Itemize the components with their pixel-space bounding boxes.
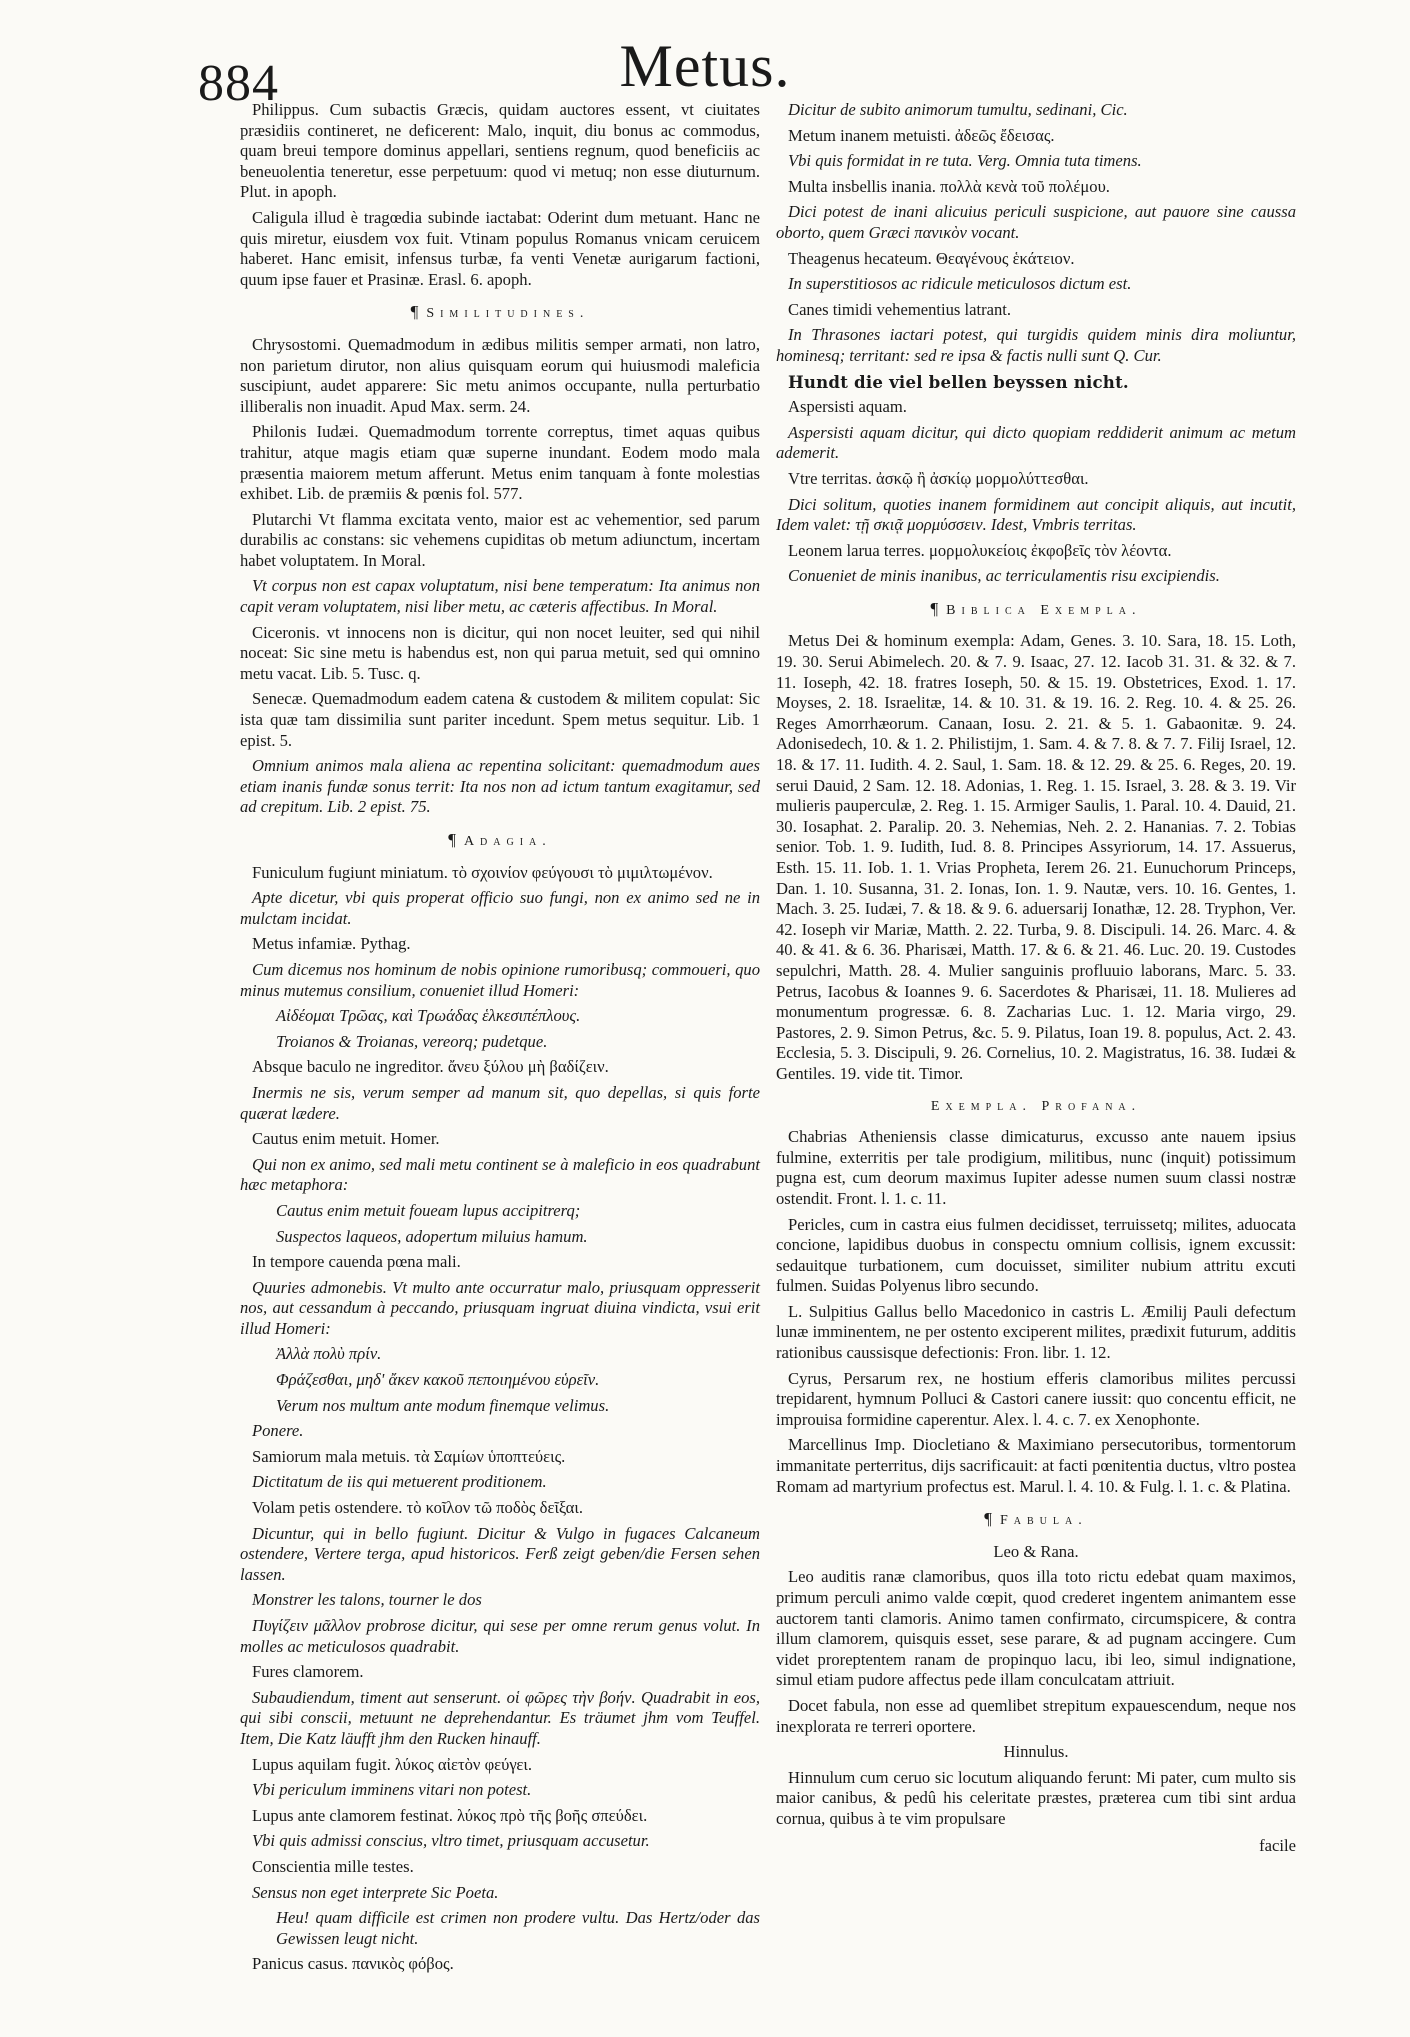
entry: Dicuntur, qui in bello fugiunt. Dicitur & Vulgo in fugaces Calcaneum ostendere, Vertere terga, apud historicos. Ferß zeigt geben/die Fersen sehen lassen.: [240, 1523, 760, 1584]
entry: Dici potest de inani alicuius periculi suspicione, aut pauore sine caussa oborto, quem Græci πανικὸν vocant.: [776, 202, 1296, 242]
section-title: Similitudines.: [426, 306, 590, 322]
entry: Αἰδέομαι Τρῶας, καὶ Τρωάδας ἑλκεσιπέπλους.: [276, 1006, 581, 1026]
paragraph: Chrysostomi. Quemadmodum in ædibus militis semper armati, non latro, non parietum dirutor, non alius quisquam eorum qui huiusmodi maleficia suscipiunt, audet apparere: Sic metu animos occupante, nulla perturbatio illiberalis non inuadit. Apud Max. serm. 24.: [240, 334, 760, 416]
right-intro: [776, 100, 1296, 587]
paragraph: Philonis Iudæi. Quemadmodum torrente correptus, timet aquas quibus trahitur, atque magis etiam quæ superne inundant. Eodem modo mala præsentia maiorem metum afferunt. Metus enim tanquam à fonte molestias exhibet. Lib. de præmiis & pœnis fol. 577.: [240, 422, 760, 504]
right-column: [776, 100, 1296, 1861]
paragraph: Philippus. Cum subactis Græcis, quidam auctores essent, vt ciuitates præsidiis contineret, ne deficerent: Malo, inquit, diu bonus ac commodus, quam breui tempore dominus appellari, sentiens regnum, quod beneficiis ac beneuolentia teneretur, esse perpetuum: quod vi metuq; non esse diuturnum. Plut. in apoph.: [240, 100, 760, 202]
left-column: [240, 100, 760, 1980]
paragraph: Omnium animos mala aliena ac repentina solicitant: quemadmodum aues etiam inanis fundæ sonus territ: Ita nos non ad ictum tantum exagitamur, sed ad crepitum. Lib. 2 epist. 75.: [240, 756, 760, 817]
pilcrow-icon: ¶: [448, 830, 456, 849]
entry: Canes timidi vehementius latrant.: [788, 299, 1012, 319]
entry: Vbi quis formidat in re tuta. Verg. Omnia tuta timens.: [788, 151, 1142, 171]
entry: Monstrer les talons, tourner le dos: [252, 1590, 482, 1610]
entry: Lupus aquilam fugit. λύκος αἰετὸν φεύγει.: [252, 1754, 532, 1774]
entry: Leonem larua terres. μορμολυκείοις ἐκφοβεῖς τὸν λέοντα.: [788, 540, 1172, 560]
entry: Multa insbellis inania. πολλὰ κενὰ τοῦ πολέμου.: [788, 176, 1110, 196]
entry: Verum nos multum ante modum finemque velimus.: [276, 1395, 610, 1415]
entry: Dicitur de subito animorum tumultu, sedinani, Cic.: [788, 100, 1128, 119]
section-heading-profana: [776, 1097, 1296, 1118]
section-heading-similitudines: [240, 302, 760, 325]
entry: Panicus casus. πανικὸς φόβος.: [252, 1954, 454, 1974]
paragraph: Caligula illud è tragœdia subinde iactabat: Oderint dum metuant. Hanc ne quis miretur, eiusdem vox fuit. Vtinam populus Romanus vnicam ceruicem haberet. Hanc emisit, infensus turbæ, fa venti Venetæ aurigarum factioni, quum ipse fauer et Prasinæ. Erasl. 6. apoph.: [240, 207, 760, 289]
pilcrow-icon: ¶: [410, 302, 419, 322]
entry: Apte dicetur, vbi quis properat officio suo fungi, non ex animo sed ne in mulctam incidat.: [240, 888, 760, 928]
paragraph: Chabrias Atheniensis classe dimicaturus, excusso ante nauem ipsius fulmine, exterritis per tale prodigium, militibus, nunc (inquit) potissimum pugna est, cum deorum maximus Iupiter adesse numen suum classi nostræ ostendit. Front. l. 1. c. 11.: [776, 1127, 1296, 1208]
entry: Sensus non eget interprete Sic Poeta.: [252, 1882, 499, 1902]
section-title: Adagia.: [463, 834, 552, 849]
page-number: 884: [198, 55, 279, 112]
entry: Aspersisti aquam dicitur, qui dicto quopiam reddiderit animum ac metum ademerit.: [776, 422, 1296, 463]
paragraph: Hinnulum cum ceruo sic locutum aliquando ferunt: Mi pater, cum multo sis maior canibus, & pedû his celeritate præstes, præterea cum tibi sint ardua cornua, quibus à te vim propulsare: [776, 1767, 1296, 1828]
paragraph: Vt corpus non est capax voluptatum, nisi bene temperatum: Ita animus non capit veram voluptatem, nisi liber metu, ac cæteris affectibus. In Moral.: [240, 576, 760, 617]
entry: Troianos & Troianas, vereorq; pudetque.: [276, 1031, 548, 1051]
paragraph: Senecæ. Quemadmodum eadem catena & custodem & militem copulat: Sic ista quæ tam dissimilia sunt pariter incedunt. Spem metus sequitur. Lib. 1 epist. 5.: [240, 689, 760, 750]
entry: Subaudiendum, timent aut senserunt. οἱ φῶρες τὴν βοήν. Quadrabit in eos, qui sibi conscii, metuunt ne deprehendantur. Es träumet jhm vom Teuffel. Item, Die Katz läufft jhm den Rucken hinauff.: [240, 1687, 760, 1748]
entry: In superstitiosos ac ridicule meticulosos dictum est.: [788, 274, 1132, 294]
entry: Dictitatum de iis qui metuerent proditionem.: [252, 1472, 547, 1492]
entry: Samiorum mala metuis. τὰ Σαμίων ὑποπτεύεις.: [252, 1446, 566, 1466]
paragraph: Marcellinus Imp. Diocletiano & Maximiano persecutoribus, tormentorum immanitate perterritus, dijs sacrificauit: at facti pœnitentia ductus, vltro postea Romam ad martyrium profectus est. Marul. l. 4. 10. & Fulg. l. 1. c. & Platina.: [776, 1435, 1296, 1496]
fable-title: Hinnulus.: [1003, 1742, 1069, 1762]
entry: Vbi periculum imminens vitari non potest.: [252, 1780, 532, 1800]
entry: Conscientia mille testes.: [252, 1856, 414, 1876]
section-heading-adagia: [240, 830, 760, 853]
entry: In tempore cauenda pœna mali.: [252, 1252, 461, 1272]
running-head: Metus.: [619, 33, 791, 99]
entry: Conueniet de minis inanibus, ac terriculamentis risu excipiendis.: [788, 566, 1220, 586]
entry: Ponere.: [252, 1421, 304, 1441]
entry: Φράζεσθαι, μηδ' ἄκεν κακοῦ πεποιημένου εὑρεῖν.: [276, 1370, 600, 1390]
entry: Πυγίζειν μᾶλλον probrose dicitur, qui sese per omne rerum genus volut. In molles ac meticulosos quadrabit.: [240, 1616, 760, 1656]
pilcrow-icon: ¶: [930, 598, 939, 618]
entry: Fures clamorem.: [252, 1662, 364, 1682]
entry: Cum dicemus nos hominum de nobis opinione rumoribusq; commoueri, quo minus mutemus consilium, conueniet illud Homeri:: [240, 959, 760, 1000]
entry: Cautus enim metuit. Homer.: [252, 1129, 440, 1149]
entry: In Thrasones iactari potest, qui turgidis quidem minis dira moliuntur, hominesq; territant: sed re ipsa & factis nulli sunt Q. Cur.: [776, 325, 1296, 365]
section-heading-biblica: [776, 599, 1296, 622]
paragraph: Cyrus, Persarum rex, ne hostium efferis clamoribus milites percussi trepidarent, hymnum Polluci & Castori canere iussit: quo concentu efficit, ne improuisa formidine caperentur. Alex. l. 4. c. 7. ex Xenophonte.: [776, 1368, 1296, 1429]
profana-list: [776, 1127, 1296, 1497]
left-intro: [240, 100, 760, 290]
entry: Metus infamiæ. Pythag.: [252, 934, 411, 954]
catchword: facile: [1259, 1835, 1296, 1855]
entry: Metum inanem metuisti. ἀδεῶς ἔδεισας.: [788, 125, 1055, 145]
paragraph: Pericles, cum in castra eius fulmen decidisset, terruissetq; milites, aduocata concione, lapidibus duobus in conspectu omnium collisis, ignem excussit: sedauitque turbationem, cum docuisset, similiter nubium attritu excuti fulmen. Suidas Polyenus libro secundo.: [776, 1214, 1296, 1296]
entry: Absque baculo ne ingreditor. ἄνευ ξύλου μὴ βαδίζειν.: [252, 1057, 609, 1077]
entry: Dici solitum, quoties inanem formidinem aut concipit aliquis, aut incutit, Idem valet: τῇ σκιᾷ μορμύσσειν. Idest, Vmbris territas.: [776, 494, 1296, 535]
fable-title: Leo & Rana.: [993, 1541, 1079, 1561]
paragraph: Ciceronis. vt innocens non is dicitur, qui non nocet leuiter, sed qui nihil noceat: Sic sine metu is habendus est, non qui parua metuit, sed qui omnino metu vacat. Lib. 5. Tusc. q.: [240, 622, 760, 683]
section-title: Exempla. Profana.: [930, 1098, 1142, 1114]
entry: Volam petis ostendere. τὸ κοῖλον τῶ ποδὸς δεῖξαι.: [252, 1498, 583, 1518]
entry: Theagenus hecateum. Θεαγένους ἑκάτειον.: [788, 248, 1075, 268]
similitudines-list: [240, 335, 760, 818]
entry: Hundt die viel bellen beyssen nicht.: [788, 371, 1129, 392]
entry: Quuries admonebis. Vt multo ante occurratur malo, priusquam oppresserit nos, aut cessandum à peccando, priusquam ingruat diuina vindicta, vsui erit illud Homeri:: [240, 1277, 760, 1338]
entry: Heu! quam difficile est crimen non prodere vultu. Das Hertz/oder das Gewissen leugt nicht.: [276, 1908, 760, 1948]
paragraph: Leo auditis ranæ clamoribus, quos illa toto rictu edebat quam maximos, primum perculi animo valde cœpit, quod crederet ingentem animantem esse auctorem tanti clamoris. Animo tamen confirmato, circumspicere, & contra illum clamorem, quisquis esset, sese parare, & ad pugnam accingere. Cum videt proreptentem ranam de propinquo lacu, ibi leo, simul indignatione, simul etiam pudore affectus pede illam conculcatam attriuit.: [776, 1567, 1296, 1690]
entry: Funiculum fugiunt miniatum. τὸ σχοινίον φεύγουσι τὸ μιμιλτωμένον.: [252, 862, 713, 882]
paragraph: Docet fabula, non esse ad quemlibet strepitum expauescendum, neque nos inexplorata re terreri oportere.: [776, 1695, 1296, 1736]
paragraph: Metus Dei & hominum exempla: Adam, Genes. 3. 10. Sara, 18. 15. Loth, 19. 30. Serui Abimelech. 20. & 7. 9. Isaac, 27. 12. Iacob 31. 31. & 32. & 7. 11. Ioseph, 42. 18. fratres Ioseph, 50. & 15. 19. Obstetrices, Exod. 1. 17. Moyses, 2. 18. Israelitæ, 14. & 10. 31. & 19. 16. 2. Reg. 10. 4. & 25. 26. Reges Amorrhæorum. Canaan, Iosu. 2. 21. & 5. 1. Gabaonitæ. 9. 24. Adonisedech, 10. & 1. 2. Philistijm, 1. Sam. 4. & 7. 8. & 7. 7. Filij Israel, 12. 18. & 17. 11. Iudith. 4. 2. Saul, 1. Sam. 18. & 12. 29. & 25. 6. Reges, 20. 19. serui Dauid, 2 Sam. 12. 18. Adonias, 1. Reg. 1. 15. Israel, 3. 28. & 3. 19. Vir mulieris pauperculæ, 2. Reg. 1. 15. Armiger Saulis, 1. Paral. 10. 4. Dauid, 21. 30. Iosaphat. 2. Paralip. 20. 3. Nehemias, Neh. 2. 2. Hananias. 7. 2. Tobias senior. Tob. 1. 9. Iudith, Iud. 8. 8. Principes Assyriorum, 14. 17. Assuerus, Esth. 15. 11. Iob. 1. 1. Vrias Propheta, Ierem 26. 21. Eunuchorum Princeps, Dan. 1. 10. Susanna, 31. 2. Ionas, Ion. 1. 9. Nautæ, vers. 10. 16. Gentes, 1. Mach. 3. 25. Iudæi, 7. & 18. & 9. 6. aduersarij Ionathæ, 12. 28. Tryphon, Ver. 42. Ioseph vir Mariæ, Matth. 2. 22. Turba, 9. 8. Discipuli. 14. 26. Marc. 4. & 40. & 41. & 6. 36. Pharisæi, Matth. 17. & 6. & 21. 46. Luc. 20. 19. Custodes sepulchri, Matth. 28. 4. Mulier sanguinis profluuio laborans, Marc. 5. 33. Petrus, Iacobus & Ioannes 9. 6. Sacerdotes & Pharisæi, 11. 18. Mulieres ad monumentum progressæ. 6. 8. Zacharias Luc. 1. 12. Maria virgo, 29. Pastores, 2. 9. Simon Petrus, &c. 5. 9. Pilatus, Ioan 19. 8. populus, Act. 2. 43. Ecclesia, 5. 3. Discipuli, 9. 26. Cornelius, 10. 2. Magistratus, 16. 38. Iudæi & Gentiles. 19. vide tit. Timor.: [776, 631, 1296, 1083]
section-heading-fabula: [776, 1509, 1296, 1532]
pilcrow-icon: ¶: [984, 1509, 992, 1529]
adagia-list: [240, 863, 760, 1975]
entry: Suspectos laqueos, adopertum miluius hamum.: [276, 1226, 588, 1246]
section-title: Fabula.: [999, 1513, 1088, 1529]
entry: Ἀλλὰ πολὺ πρίν.: [276, 1344, 382, 1364]
section-title: Biblica Exempla.: [946, 602, 1142, 618]
entry: Qui non ex animo, sed mali metu continent se à maleficio in eos quadrabunt hæc metaphora:: [240, 1154, 760, 1195]
biblica-list: [776, 631, 1296, 1084]
entry: Cautus enim metuit foueam lupus accipitrerq;: [276, 1200, 581, 1220]
entry: Vtre territas. ἀσκῷ ἢ ἀσκίῳ μορμολύττεσθαι.: [788, 468, 1089, 488]
paragraph: Plutarchi Vt flamma excitata vento, maior est ac vehementior, sed parum durabilis ac constans: sic vehemens cupiditas ob metum adiunctum, incertam habet voluptatem. In Moral.: [240, 509, 760, 570]
entry: Aspersisti aquam.: [788, 397, 907, 417]
entry: Inermis ne sis, verum semper ad manum sit, quo depellas, si quis forte quærat lædere.: [240, 1082, 760, 1123]
entry: Lupus ante clamorem festinat. λύκος πρὸ τῆς βοῆς σπεύδει.: [252, 1805, 648, 1825]
entry: Vbi quis admissi conscius, vltro timet, priusquam accusetur.: [252, 1831, 650, 1851]
paragraph: L. Sulpitius Gallus bello Macedonico in castris L. Æmilij Pauli defectum lunæ imminentem, ne per ostento exciperent milites, prædixit futurum, additis rationibus caussisque defectionis: Fron. libr. 1. 12.: [776, 1301, 1296, 1363]
